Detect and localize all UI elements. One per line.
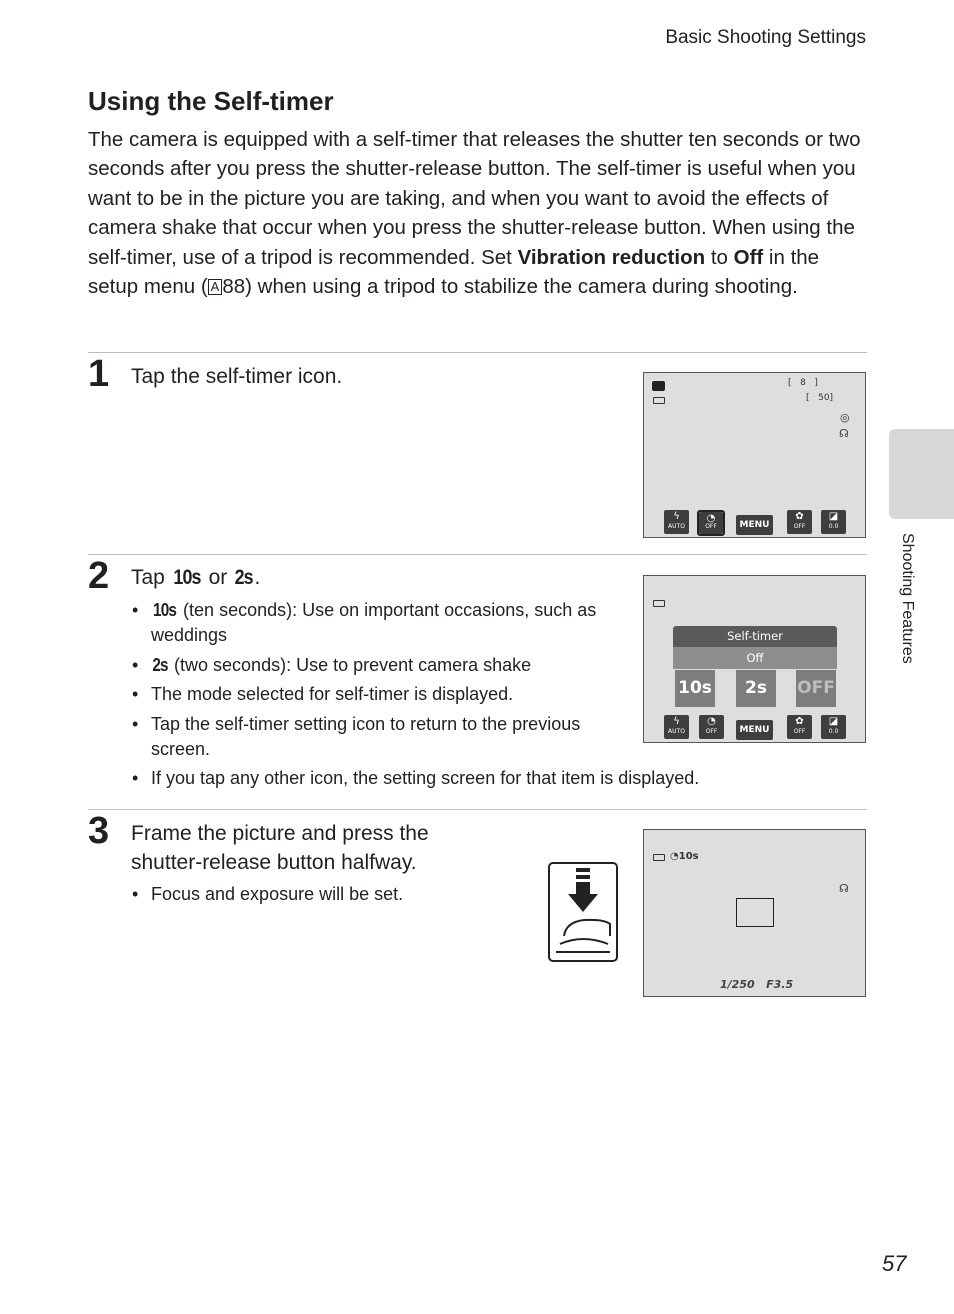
page-title: Using the Self-timer xyxy=(88,86,334,116)
camera-screen-focus xyxy=(643,829,866,997)
chapter-tab xyxy=(889,429,954,519)
macro-icon: ✿ xyxy=(795,511,804,522)
popup-status: Off xyxy=(673,647,837,669)
step-bullets xyxy=(131,882,511,912)
step-number: 3 xyxy=(88,810,110,852)
section-header: Basic Shooting Settings xyxy=(665,27,866,48)
exposure-comp-button[interactable]: ◪ 0.0 xyxy=(821,510,846,534)
flash-mode-button[interactable]: ϟ AUTO xyxy=(664,510,689,534)
vr-icon: ◎ xyxy=(840,411,850,424)
battery-icon xyxy=(653,854,665,861)
exposure-icon: ◪ xyxy=(828,511,839,522)
remaining-time: [ 8 ] xyxy=(788,378,818,388)
divider xyxy=(88,352,867,353)
battery-icon xyxy=(653,397,665,404)
self-timer-popup xyxy=(673,626,837,708)
option-2s[interactable]: 2s xyxy=(736,670,776,707)
exposure-icon: ◪ xyxy=(828,716,839,727)
macro-icon: ✿ xyxy=(795,716,804,727)
ten-second-icon: 10s xyxy=(153,600,177,620)
chapter-label: Shooting Features xyxy=(899,533,916,664)
list-item: • If you tap any other icon, the setting screen for that item is displayed. xyxy=(131,766,851,791)
divider xyxy=(88,554,867,555)
focus-area xyxy=(736,898,774,927)
step-text: Tap 10s or 2s. xyxy=(131,563,260,592)
list-item: • The mode selected for self-timer is displayed. xyxy=(131,682,611,707)
divider xyxy=(88,809,867,810)
macro-button[interactable]: ✿ OFF xyxy=(787,715,812,739)
list-item: • Focus and exposure will be set. xyxy=(131,882,511,907)
shots-remaining: [ 50] xyxy=(806,393,834,403)
two-second-icon: 2s xyxy=(234,566,253,589)
ten-second-icon: 10s xyxy=(173,566,201,589)
step-bullets xyxy=(131,598,611,766)
press-arrow-icon xyxy=(550,864,616,960)
flash-icon: ϟ xyxy=(673,716,680,727)
battery-icon xyxy=(653,600,665,607)
flash-mode-button[interactable]: ϟ AUTO xyxy=(664,715,689,739)
camera-screen-self-timer-menu xyxy=(643,575,866,743)
step-text: Frame the picture and press the shutter-release button halfway. xyxy=(131,822,429,874)
intro-paragraph: The camera is equipped with a self-timer that releases the shutter ten seconds or two seconds after you press the shutter-release button. The self-timer is useful when you want to be in the picture you are taking, and when you want to avoid the effects of camera shake that occur when you press the shutter-release button. When using the self-timer, use of a tripod is recommended. Set Vibration reduction to Off in the setup menu ( A 88) when using a tripod to stabilize the camera during shooting. xyxy=(88,128,861,299)
macro-button[interactable]: ✿ OFF xyxy=(787,510,812,534)
list-item: • 10s (ten seconds): Use on important occasions, such as weddings xyxy=(131,598,611,648)
option-10s[interactable]: 10s xyxy=(675,670,715,707)
popup-title: Self-timer xyxy=(673,626,837,647)
list-item: • 2s (two seconds): Use to prevent camera shake xyxy=(131,653,611,678)
menu-button[interactable]: MENU xyxy=(736,720,773,740)
exposure-readout: 1/250 F3.5 xyxy=(720,978,794,991)
camera-screen-shooting xyxy=(643,372,866,538)
exposure-comp-button[interactable]: ◪ 0.0 xyxy=(821,715,846,739)
motion-icon: ☊ xyxy=(839,882,849,895)
step-number: 2 xyxy=(88,555,110,597)
motion-icon: ☊ xyxy=(839,427,849,440)
reference-icon: A xyxy=(208,279,223,295)
camera-mode-icon xyxy=(652,381,665,391)
two-second-icon: 2s xyxy=(152,654,168,675)
timer-icon: ◔ xyxy=(707,716,716,727)
step-bullets xyxy=(131,766,851,796)
shutter-press-illustration xyxy=(548,862,618,962)
flash-icon: ϟ xyxy=(673,511,680,522)
menu-button[interactable]: MENU xyxy=(736,515,773,535)
self-timer-button[interactable]: ◔ OFF xyxy=(699,512,723,534)
page-number: 57 xyxy=(882,1251,907,1276)
timer-indicator: ◔10s xyxy=(670,851,699,862)
option-off[interactable]: OFF xyxy=(796,670,836,707)
step-number: 1 xyxy=(88,353,110,395)
self-timer-button[interactable]: ◔ OFF xyxy=(699,715,724,739)
step-text: Tap the self-timer icon. xyxy=(131,365,343,388)
timer-icon: ◔ xyxy=(706,513,716,524)
list-item: • Tap the self-timer setting icon to return to the previous screen. xyxy=(131,712,611,762)
